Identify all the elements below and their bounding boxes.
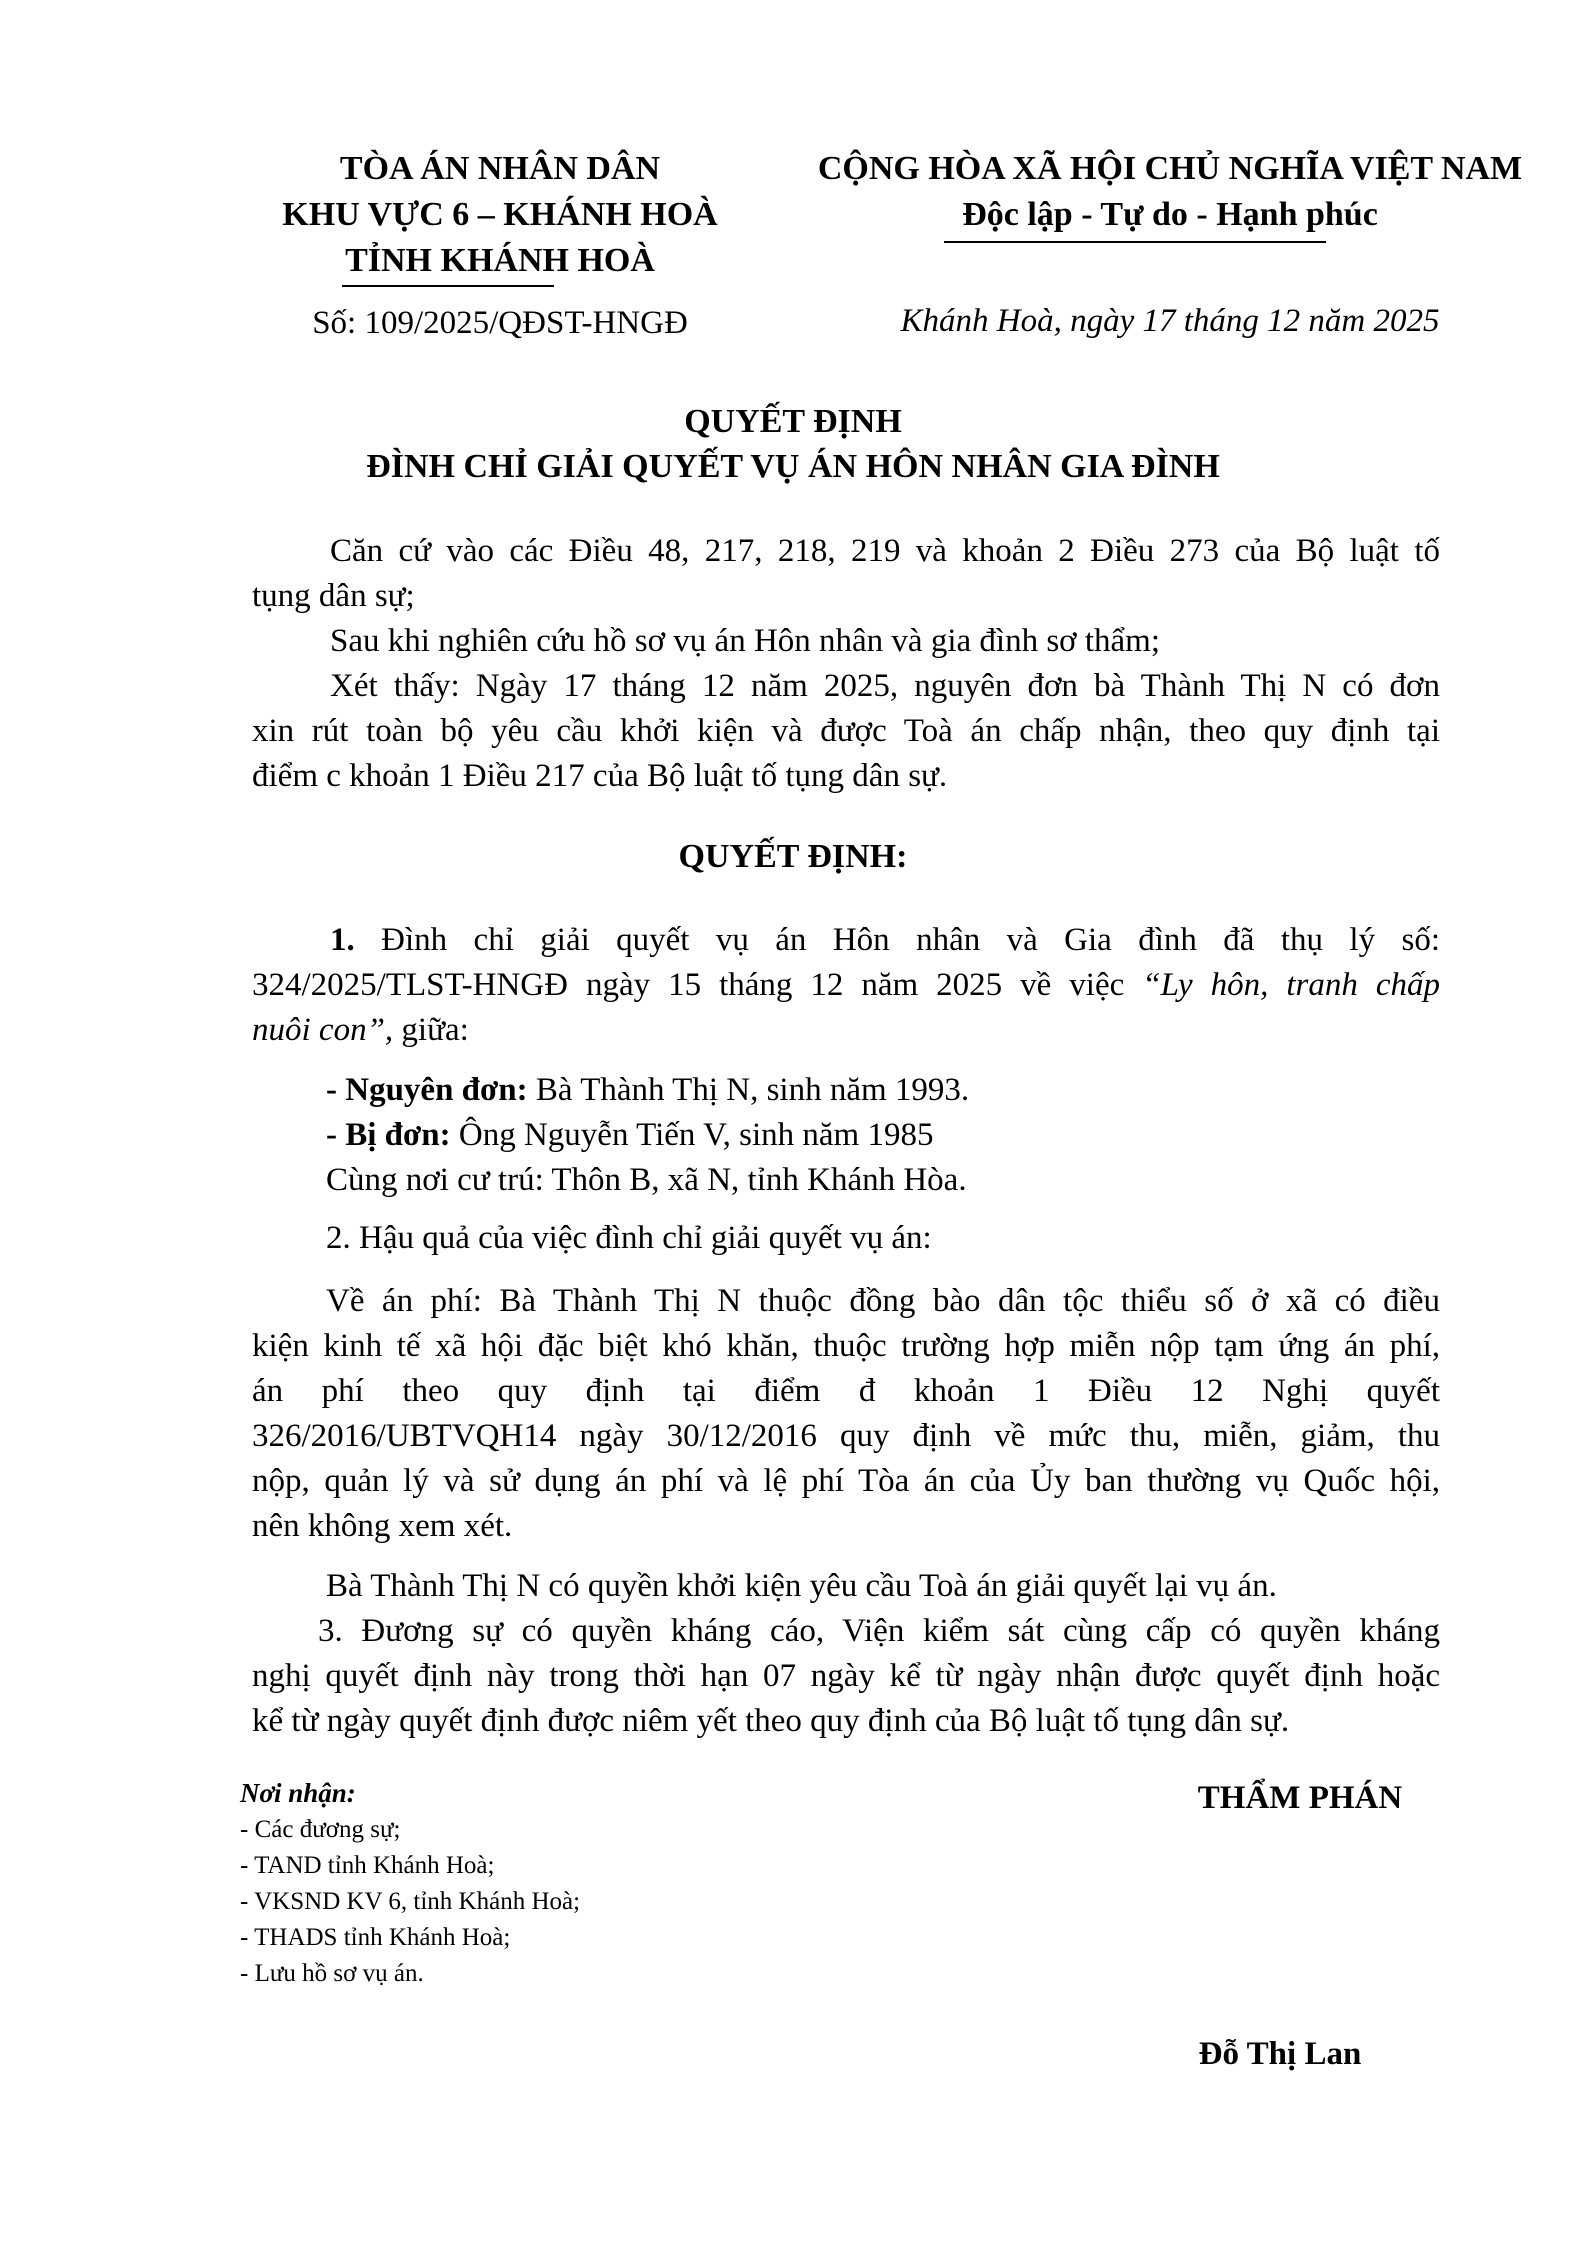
fee-line-3: án phí theo quy định tại điểm đ khoản 1 Điều 12 Nghị quyết bbox=[252, 1373, 1440, 1409]
defendant-label: - Bị đơn: bbox=[326, 1117, 451, 1153]
recipient-item: - Lưu hồ sơ vụ án. bbox=[240, 1960, 424, 1987]
case-subject-end: nuôi con”, bbox=[252, 1012, 394, 1048]
preamble-finding-cont: xin rút toàn bộ yêu cầu khởi kiện và được Toà án chấp nhận, theo quy định tại bbox=[252, 713, 1440, 749]
national-title: CỘNG HÒA XÃ HỘI CHỦ NGHĨA VIỆT NAM bbox=[817, 150, 1523, 187]
court-province: TỈNH KHÁNH HOÀ bbox=[345, 242, 655, 279]
fee-line-2: kiện kinh tế xã hội đặc biệt khó khăn, thuộc trường hợp miễn nộp tạm ứng án phí, bbox=[252, 1328, 1440, 1364]
defendant-value: Ông Nguyễn Tiến V, sinh năm 1985 bbox=[450, 1117, 934, 1153]
preamble-review: Sau khi nghiên cứu hồ sơ vụ án Hôn nhân và gia đình sơ thẩm; bbox=[330, 623, 1161, 659]
header-underline bbox=[342, 285, 554, 287]
signer-title: THẨM PHÁN bbox=[1197, 1780, 1403, 1816]
document-subtitle: ĐÌNH CHỈ GIẢI QUYẾT VỤ ÁN HÔN NHÂN GIA ĐÌNH bbox=[366, 448, 1220, 485]
court-name: TÒA ÁN NHÂN DÂN bbox=[339, 150, 661, 187]
section-3-line-2: nghị quyết định này trong thời hạn 07 ngày kể từ ngày nhận được quyết định hoặc bbox=[252, 1658, 1440, 1694]
section-3-line-3: kể từ ngày quyết định được niêm yết theo quy định của Bộ luật tố tụng dân sự. bbox=[252, 1703, 1290, 1739]
recipients-heading: Nơi nhận: bbox=[240, 1778, 356, 1808]
preamble-legal-basis-cont: tụng dân sự; bbox=[252, 578, 415, 614]
fee-line-1: Về án phí: Bà Thành Thị N thuộc đồng bào dân tộc thiểu số ở xã có điều bbox=[326, 1283, 1440, 1319]
case-reference: 324/2025/TLST-HNGĐ ngày 15 tháng 12 năm 2025 về việc bbox=[252, 967, 1125, 1003]
plaintiff-label: - Nguyên đơn: bbox=[326, 1072, 528, 1108]
document-title: QUYẾT ĐỊNH bbox=[684, 403, 902, 440]
recipient-item: - TAND tỉnh Khánh Hoà; bbox=[240, 1852, 495, 1879]
section-2-heading: 2. Hậu quả của việc đình chỉ giải quyết vụ án: bbox=[326, 1220, 932, 1256]
between-label: giữa: bbox=[393, 1012, 469, 1048]
residence-line: Cùng nơi cư trú: Thôn B, xã N, tỉnh Khánh Hòa. bbox=[326, 1162, 967, 1198]
case-subject: “Ly hôn, tranh chấp bbox=[1142, 967, 1441, 1003]
right-to-refile: Bà Thành Thị N có quyền khởi kiện yêu cầu Toà án giải quyết lại vụ án. bbox=[326, 1568, 1277, 1604]
fee-line-6: nên không xem xét. bbox=[252, 1508, 513, 1544]
preamble-finding-end: điểm c khoản 1 Điều 217 của Bộ luật tố tụng dân sự. bbox=[252, 758, 948, 794]
decision-heading: QUYẾT ĐỊNH: bbox=[678, 838, 908, 875]
section-3-line-1: 3. Đương sự có quyền kháng cáo, Viện kiểm sát cùng cấp có quyền kháng bbox=[318, 1613, 1440, 1649]
motto-underline bbox=[944, 241, 1326, 243]
court-region: KHU VỰC 6 – KHÁNH HOÀ bbox=[282, 196, 718, 233]
signer-name: Đỗ Thị Lan bbox=[1198, 2036, 1362, 2072]
plaintiff-line bbox=[326, 1072, 1514, 1109]
defendant-line bbox=[326, 1117, 1514, 1154]
plaintiff-value: Bà Thành Thị N, sinh năm 1993. bbox=[527, 1072, 970, 1108]
section-1-line-1 bbox=[330, 922, 1440, 959]
preamble-finding: Xét thấy: Ngày 17 tháng 12 năm 2025, nguyên đơn bà Thành Thị N có đơn bbox=[330, 668, 1440, 704]
national-motto: Độc lập - Tự do - Hạnh phúc bbox=[962, 196, 1378, 233]
section-1-number: 1. bbox=[330, 922, 355, 958]
recipient-item: - Các đương sự; bbox=[240, 1816, 401, 1843]
section-1-line-3 bbox=[252, 1012, 1440, 1049]
recipient-item: - THADS tỉnh Khánh Hoà; bbox=[240, 1924, 511, 1951]
place-date: Khánh Hoà, ngày 17 tháng 12 năm 2025 bbox=[900, 303, 1440, 339]
document-number: Số: 109/2025/QĐST-HNGĐ bbox=[312, 305, 688, 341]
recipient-item: - VKSND KV 6, tỉnh Khánh Hoà; bbox=[240, 1888, 581, 1915]
section-1-text: Đình chỉ giải quyết vụ án Hôn nhân và Gia đình đã thụ lý số: bbox=[381, 922, 1440, 958]
fee-line-5: nộp, quản lý và sử dụng án phí và lệ phí Tòa án của Ủy ban thường vụ Quốc hội, bbox=[252, 1463, 1440, 1499]
fee-line-4: 326/2016/UBTVQH14 ngày 30/12/2016 quy định về mức thu, miễn, giảm, thu bbox=[252, 1418, 1440, 1454]
section-1-line-2 bbox=[252, 967, 1440, 1004]
preamble-legal-basis: Căn cứ vào các Điều 48, 217, 218, 219 và khoản 2 Điều 273 của Bộ luật tố bbox=[330, 533, 1440, 569]
